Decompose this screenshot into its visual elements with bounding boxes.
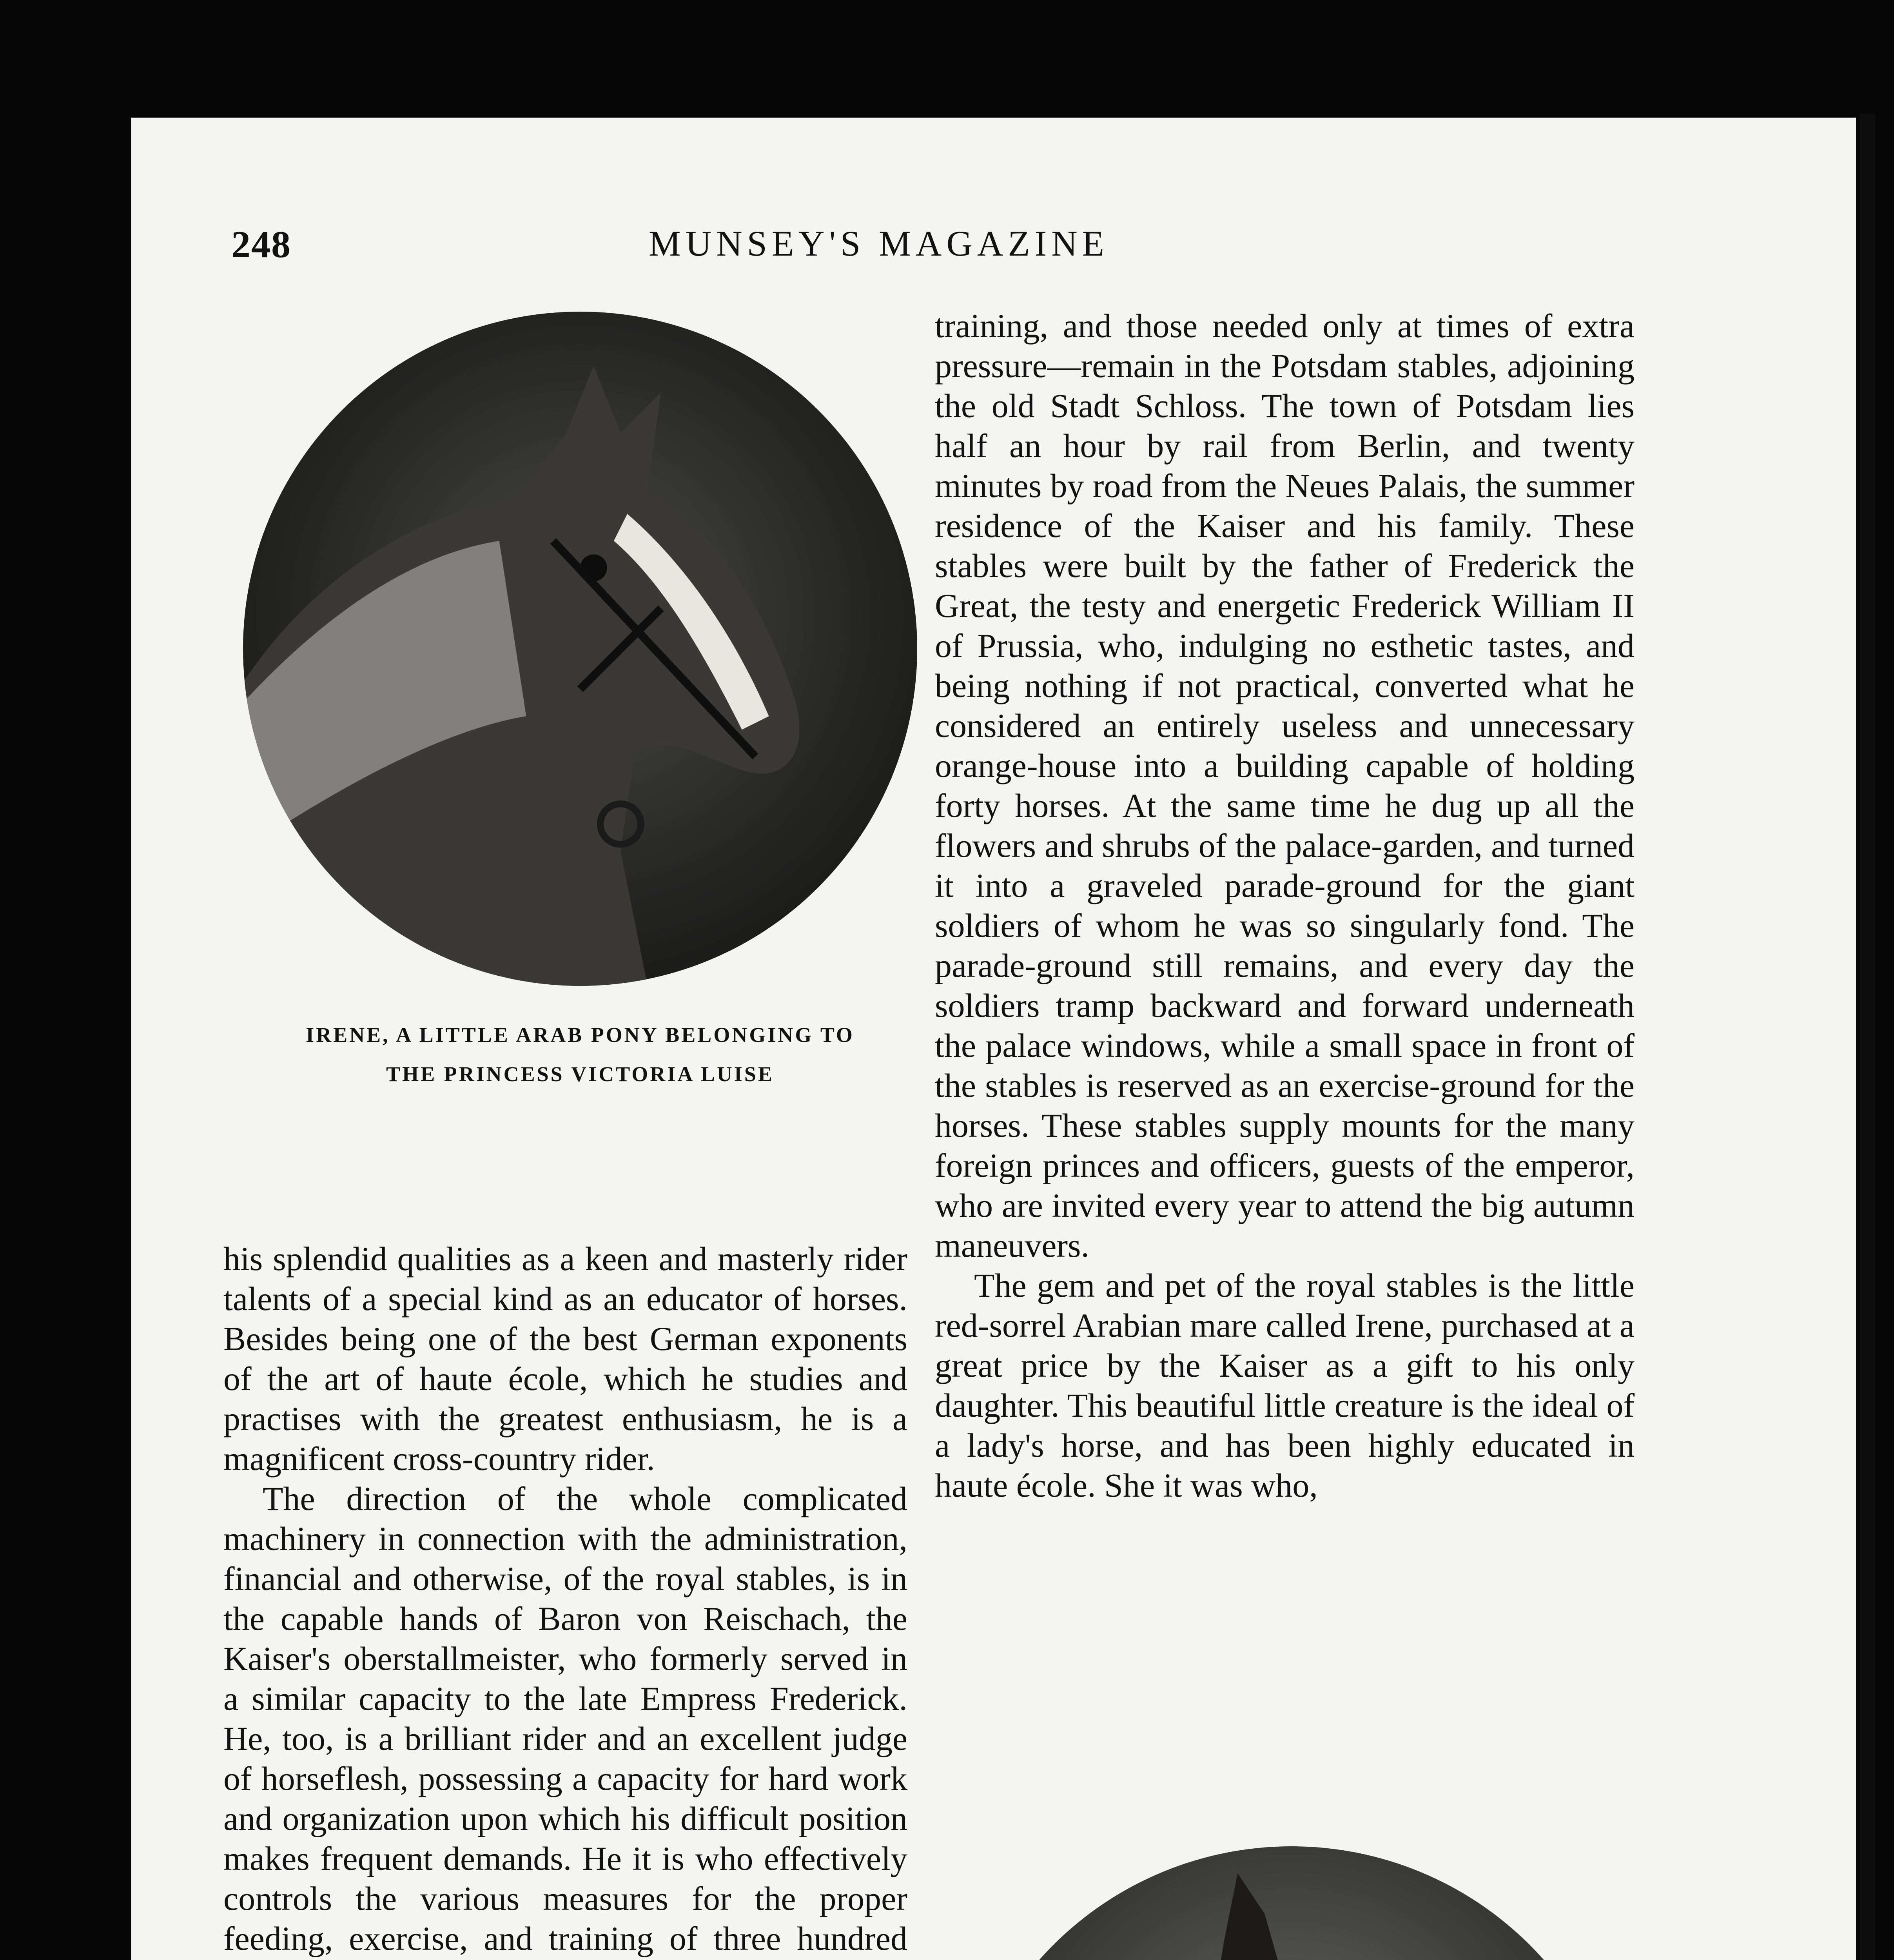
magazine-title: MUNSEY'S MAGAZINE: [649, 223, 1109, 263]
left-column-text: [223, 1239, 907, 1960]
orion-horse-photo: [954, 1846, 1629, 1960]
irene-horse-photo: [243, 312, 917, 986]
right-column-text: [935, 306, 1635, 1505]
left-paragraph-2: The direction of the whole complicated machinery in connection with the administration, financial and otherwise, of the royal stables, is in the capable hands of Baron von Reischach, the Kaiser's oberstallmeister, who formerly served in a similar capacity to the late Empress Frederick. He, too, is a brilliant rider and an excellent judge of horseflesh, possessing a capacity for hard work and organization upon which his difficult position makes frequent demands. He it is who effectively controls the various measures for the proper feeding, exercise, and training of three hundred: [223, 1480, 907, 1957]
running-head: [131, 223, 1856, 270]
magazine-page: [131, 118, 1856, 1960]
irene-caption-line2: THE PRINCESS VICTORIA LUISE: [386, 1062, 774, 1086]
adjacent-page-edge: [1860, 114, 1876, 1960]
right-paragraph-1: training, and those needed only at times of extra pressure—remain in the Potsdam stables, adjoining the old Stadt Schloss. The town of Potsdam lies half an hour by rail from Berlin, and twenty minutes by road from the Neues Palais, the summer residence of the Kaiser and his family. These stables were built by the father of Frederick the Great, the testy and energetic Frederick William II of Prussia, who, indulging no esthetic tastes, and being nothing if not practical, converted what he considered an entirely useless and unnecessary orange-house into a building capable of holding forty horses. At the same time he dug up all the flowers and shrubs of the palace-garden, and turned it into a graveled parade-ground for the giant soldiers of whom he was so singularly fond. The parade-ground still remains, and every day the soldiers tramp backward and forward underneath the palace windows, while a small space in front of the stables is reserved as an exercise-ground for the horses. These stables supply mounts for the many foreign princes and officers, guests of the emperor, who are invited every year to attend the big autumn maneuvers.: [935, 307, 1635, 1264]
irene-caption-line1: IRENE, A LITTLE ARAB PONY BELONGING TO: [306, 1023, 854, 1047]
right-paragraph-2: The gem and pet of the royal stables is the little red-sorrel Arabian mare called Irene, purchased at a great price by the Kaiser as a gift to his only daughter. This beautiful little creature is the ideal of a lady's horse, and has been highly educated in haute école. She it was who,: [935, 1267, 1635, 1504]
page-number: 248: [231, 223, 291, 266]
irene-photo-caption: [223, 1015, 937, 1094]
left-paragraph-1: his splendid qualities as a keen and masterly rider talents of a special kind as an educator of horses. Besides being one of the best German exponents of the art of haute école, which he studies and practises with the greatest enthusiasm, he is a magnificent cross-country rider.: [223, 1240, 907, 1477]
